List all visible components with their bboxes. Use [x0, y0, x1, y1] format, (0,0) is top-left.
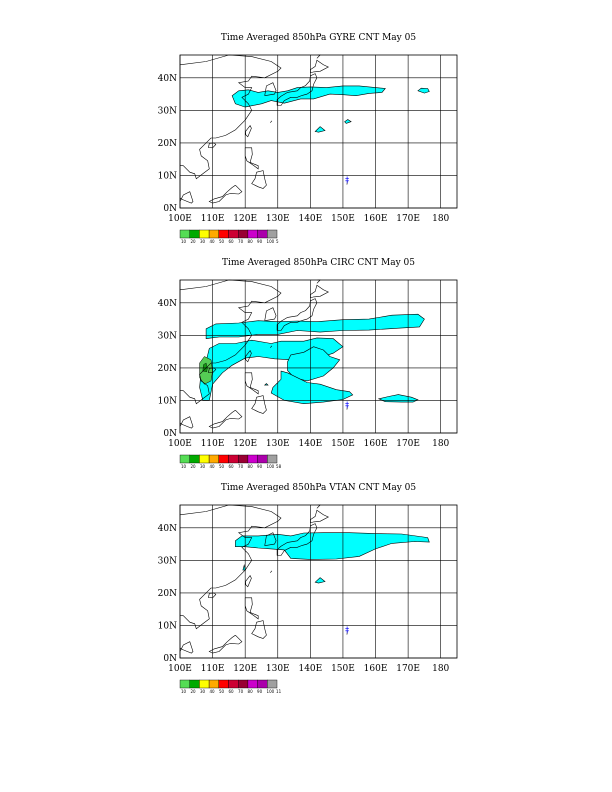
colorbar-label: 90	[257, 464, 263, 469]
y-tick-label: 40N	[157, 73, 177, 84]
y-tick-label: 20N	[157, 363, 177, 374]
colorbar-swatch	[199, 680, 209, 688]
x-tick-label: 140E	[298, 664, 323, 674]
x-tick-label: 110E	[200, 214, 225, 224]
colorbar-label: 10	[181, 239, 187, 244]
y-tick-label: 30N	[157, 331, 177, 342]
y-tick-label: 20N	[157, 588, 177, 599]
y-tick-label: 10N	[157, 396, 177, 407]
colorbar-label: 20	[190, 464, 196, 469]
x-tick-label: 150E	[331, 664, 355, 674]
colorbar-label: 100	[266, 689, 275, 694]
colorbar-swatch	[267, 680, 277, 688]
colorbar-label: 40	[209, 239, 215, 244]
y-tick-label: 0N	[163, 429, 177, 439]
x-tick-label: 180	[432, 664, 450, 674]
y-tick-label: 10N	[157, 171, 177, 182]
storm-marker: ‡	[345, 625, 350, 635]
x-tick-label: 100E	[168, 439, 192, 449]
x-tick-label: 130E	[265, 214, 290, 224]
x-tick-label: 110E	[200, 439, 225, 449]
x-tick-label: 120E	[233, 439, 258, 449]
colorbar-label: 60	[228, 464, 234, 469]
x-tick-label: 160E	[363, 214, 388, 224]
colorbar-label: 70	[238, 689, 244, 694]
colorbar-swatch	[248, 680, 258, 688]
y-tick-label: 30N	[157, 556, 177, 567]
panel-gyre	[0, 0, 612, 260]
y-tick-label: 40N	[157, 523, 177, 534]
colorbar-label: 30	[200, 239, 206, 244]
x-tick-label: 170E	[396, 439, 420, 449]
colorbar-label: 11	[276, 689, 282, 694]
y-tick-label: 10N	[157, 621, 177, 632]
x-tick-label: 130E	[265, 439, 290, 449]
y-tick-label: 20N	[157, 138, 177, 149]
colorbar-label: 40	[209, 689, 215, 694]
map-vtan	[0, 450, 612, 710]
colorbar-swatch	[229, 680, 239, 688]
x-tick-label: 170E	[396, 664, 420, 674]
colorbar-label: 80	[247, 464, 253, 469]
colorbar-label: 60	[228, 239, 234, 244]
x-tick-label: 100E	[168, 214, 192, 224]
colorbar-label: 10	[181, 689, 187, 694]
colorbar-swatch	[258, 680, 268, 688]
colorbar-label: 20	[190, 239, 196, 244]
x-tick-label: 160E	[363, 439, 388, 449]
map-gyre	[0, 0, 612, 260]
colorbar-label: 70	[238, 239, 244, 244]
y-tick-label: 30N	[157, 106, 177, 117]
colorbar-label: 5	[276, 239, 279, 244]
storm-marker: ‡	[345, 400, 350, 410]
colorbar-label: 80	[247, 239, 253, 244]
colorbar-label: 50	[219, 689, 225, 694]
colorbar-label: 90	[257, 689, 263, 694]
x-tick-label: 160E	[363, 664, 388, 674]
x-tick-label: 120E	[233, 664, 258, 674]
colorbar-label: 70	[238, 464, 244, 469]
colorbar-swatch	[238, 680, 248, 688]
colorbar-label: 100	[266, 239, 275, 244]
y-tick-label: 0N	[163, 204, 177, 214]
colorbar-label: 20	[190, 689, 196, 694]
colorbar-label: 60	[228, 689, 234, 694]
x-tick-label: 150E	[331, 214, 355, 224]
colorbar-label: 90	[257, 239, 263, 244]
y-tick-label: 0N	[163, 654, 177, 664]
panel-circ	[0, 225, 612, 485]
y-tick-label: 40N	[157, 298, 177, 309]
panel-title: Time Averaged 850hPa CIRC CNT May 05	[222, 258, 415, 268]
x-tick-label: 130E	[265, 664, 290, 674]
colorbar-label: 50	[219, 239, 225, 244]
x-tick-label: 150E	[331, 439, 355, 449]
colorbar-label: 30	[200, 689, 206, 694]
panel-title: Time Averaged 850hPa VTAN CNT May 05	[220, 483, 417, 493]
panel-title: Time Averaged 850hPa GYRE CNT May 05	[220, 33, 417, 43]
colorbar-label: 40	[209, 464, 215, 469]
x-tick-label: 140E	[298, 439, 323, 449]
colorbar-label: 80	[247, 689, 253, 694]
x-tick-label: 170E	[396, 214, 420, 224]
colorbar-swatch	[209, 680, 219, 688]
colorbar-label: 50	[219, 464, 225, 469]
storm-marker: ‡	[345, 175, 350, 185]
x-tick-label: 120E	[233, 214, 258, 224]
colorbar-label: 10	[181, 464, 187, 469]
colorbar-swatch	[180, 680, 190, 688]
x-tick-label: 100E	[168, 664, 192, 674]
colorbar-label: 58	[276, 464, 282, 469]
colorbar-label: 100	[266, 464, 275, 469]
map-circ	[0, 225, 612, 485]
x-tick-label: 180	[432, 439, 450, 449]
x-tick-label: 110E	[200, 664, 225, 674]
colorbar-swatch	[219, 680, 229, 688]
panel-vtan	[0, 450, 612, 710]
x-tick-label: 180	[432, 214, 450, 224]
x-tick-label: 140E	[298, 214, 323, 224]
colorbar-label: 30	[200, 464, 206, 469]
colorbar-swatch	[190, 680, 200, 688]
